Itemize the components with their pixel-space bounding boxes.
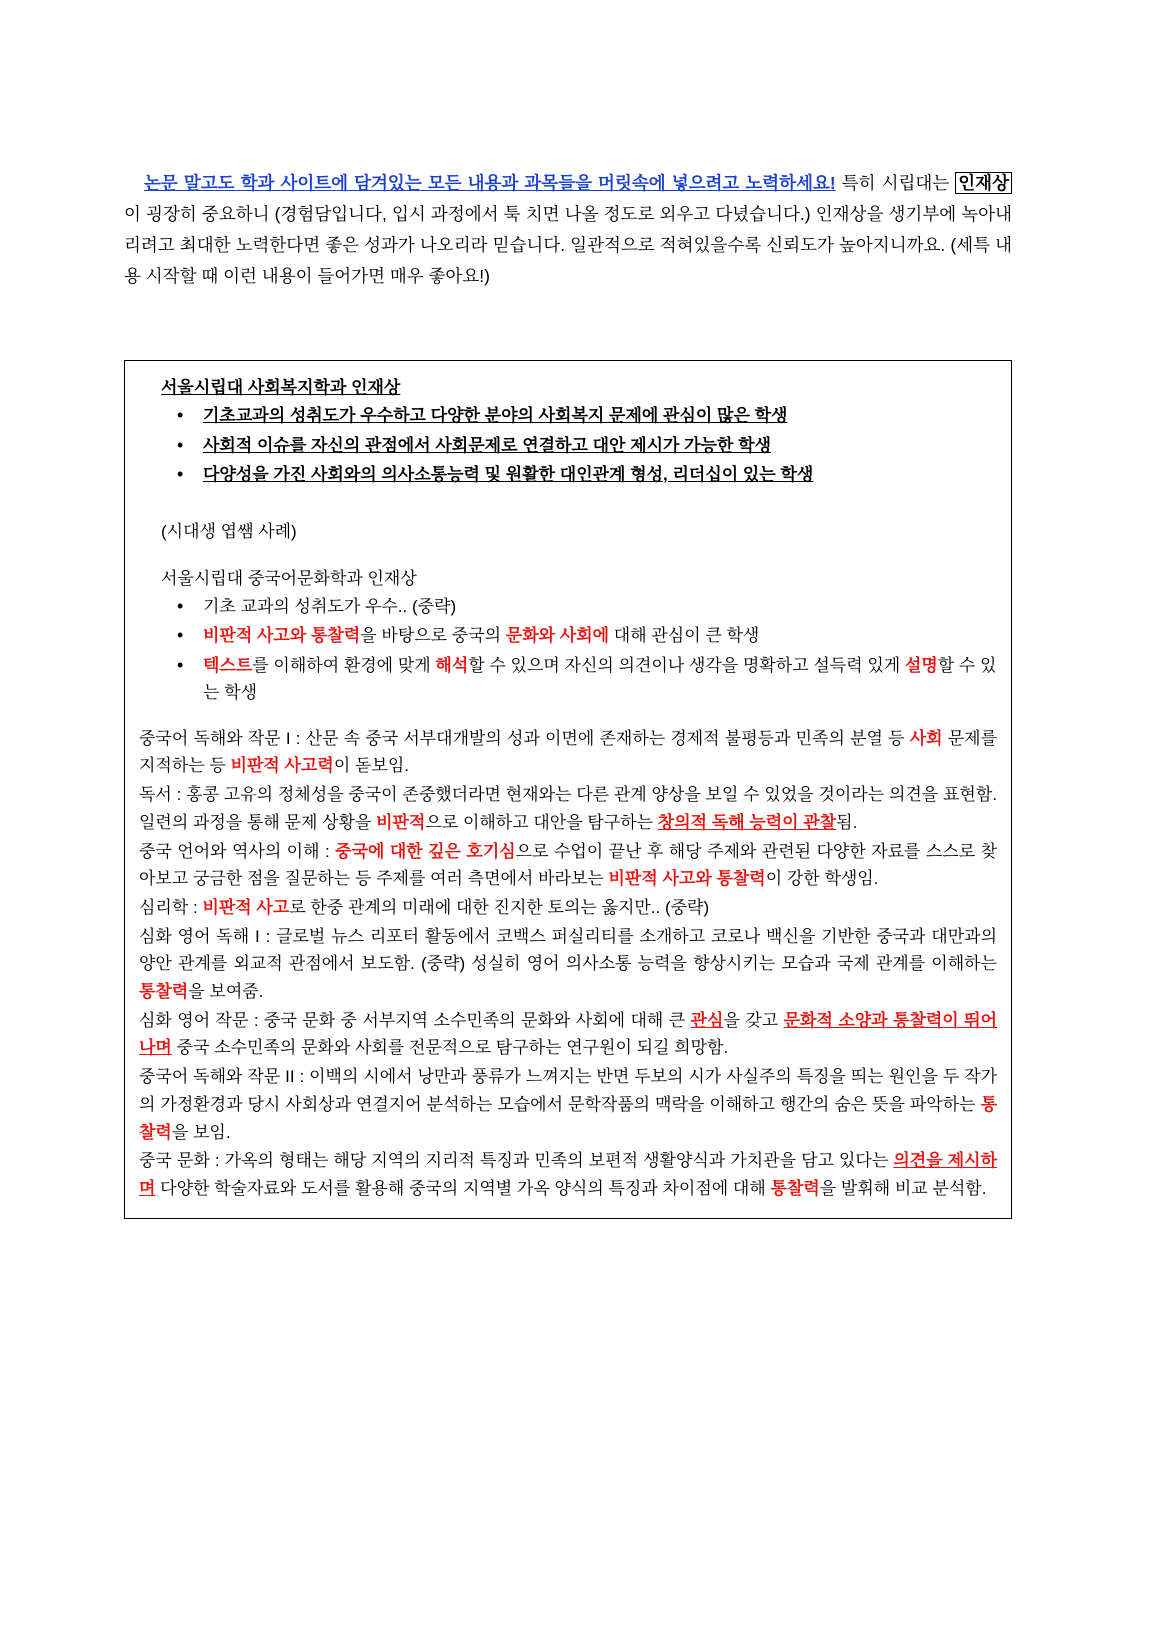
text-run: 중국어 독해와 작문 I : 산문 속 중국 서부대개발의 성과 이면에 존재하는 경제적 불평등과 민족의 분열 등 <box>139 728 910 748</box>
record-paragraph <box>139 894 997 922</box>
text-run: 심리학 : <box>139 897 203 917</box>
text-run: 비판적 사고와 통찰력 <box>608 869 766 889</box>
example-note: (시대생 엽쌤 사례) <box>161 521 297 541</box>
text-run: 로 한중 관계의 미래에 대한 진지한 토의는 옳지만.. (중략) <box>289 897 710 917</box>
section2-bullet-list <box>169 593 997 707</box>
list-item <box>203 461 997 489</box>
text-run: 중국에 대한 깊은 호기심 <box>335 841 516 861</box>
text-run: 중국어 독해와 작문 II : 이백의 시에서 낭만과 풍류가 느껴지는 반면 두보의 시가 사실주의 특징을 띄는 원인을 두 작가의 가정환경과 당시 사회상과 연결지어 분석하는 모습에서 문학작품의 맥락을 이해하고 행간의 숨은 뜻을 파악하는 <box>139 1067 997 1114</box>
record-paragraph <box>139 1007 997 1062</box>
text-run: 문화와 사회에 <box>505 626 610 646</box>
intro-after-lead: 특히 시립대는 <box>835 172 956 193</box>
text-run: 을 갖고 <box>723 1010 784 1030</box>
list-item-label: 기초교과의 성취도가 우수하고 다양한 분야의 사회복지 문제에 관심이 많은 학생 <box>203 406 788 425</box>
list-item <box>203 622 997 650</box>
text-run: 을 보여줌. <box>188 982 264 1002</box>
text-run: 관심 <box>690 1010 724 1030</box>
record-paragraph <box>139 1147 997 1202</box>
text-run: 를 이해하여 환경에 맞게 <box>252 655 436 675</box>
text-run: 할 수 있는 학생 <box>203 655 997 703</box>
list-item-label: 다양성을 가진 사회와의 의사소통능력 및 원활한 대인관계 형성, 리더십이 있는 학생 <box>203 465 814 485</box>
text-run: 중국 언어와 역사의 이해 : <box>139 841 336 861</box>
text-run: 중국 소수민족의 문화와 사회를 전문적으로 탐구하는 연구원이 되길 희망함. <box>171 1038 729 1058</box>
text-run: 이 강한 학생임. <box>765 869 879 889</box>
text-run: 을 바탕으로 중국의 <box>360 626 506 646</box>
text-run: 의견을 제시하며 <box>139 1151 997 1198</box>
text-run: 심화 영어 작문 : 중국 문화 중 서부지역 소수민족의 문화와 사회에 대해 큰 <box>139 1010 691 1030</box>
text-run: 해석 <box>435 655 469 675</box>
text-run: 통찰력 <box>770 1178 820 1198</box>
spacer <box>139 542 997 562</box>
record-paragraph <box>139 923 997 1006</box>
text-run: 비판적 사고와 통찰력 <box>203 626 361 646</box>
section1-title: 서울시립대 사회복지학과 인재상 <box>161 378 401 397</box>
section1-bullet-list <box>169 402 997 489</box>
text-run: 문제를 지적하는 등 <box>139 728 997 776</box>
text-run: 비판적 사고 <box>202 897 290 917</box>
intro-rest: 이 굉장히 중요하니 (경험담입니다, 입시 과정에서 툭 치면 나올 정도로 외우고 다녔습니다.) 인재상을 생기부에 녹아내리려고 최대한 노력한다면 좋은 성과가 나오리라 믿습니다. 일관적으로 적혀있을수록 신뢰도가 높아지니까요. (세특 내용 시작할 때 이런 내용이 들어가면 매우 좋아요!) <box>124 203 1012 286</box>
record-paragraph <box>139 838 997 893</box>
text-run: 중국 문화 : 가옥의 형태는 해당 지역의 지리적 특징과 민족의 보편적 생활양식과 가치관을 담고 있다는 <box>139 1151 894 1171</box>
text-run: 으로 이해하고 대안을 탐구하는 <box>425 812 658 832</box>
text-run: 을 보임. <box>171 1122 231 1142</box>
text-run: 텍스트 <box>203 655 253 675</box>
text-run: 사회 <box>909 728 943 748</box>
text-run: 설명 <box>904 655 938 675</box>
text-run: 문화적 소양과 통찰력이 뛰어나며 <box>139 1010 997 1058</box>
text-run: 을 발휘해 비교 분석함. <box>819 1178 987 1198</box>
text-run: 으로 수업이 끝난 후 해당 주제와 관련된 다양한 자료를 스스로 찾아보고 궁금한 점을 질문하는 등 주제를 여러 측면에서 바라보는 <box>139 841 998 889</box>
text-run: 기초 교과의 성취도가 우수.. (중략) <box>203 596 457 616</box>
text-run: 통찰력 <box>139 982 189 1002</box>
record-paragraph <box>139 781 997 836</box>
text-run: 이 돋보임. <box>333 756 409 776</box>
section2-title: 서울시립대 중국어문화학과 인재상 <box>161 568 417 588</box>
content-box <box>124 360 1012 1219</box>
list-item <box>203 432 997 460</box>
record-paragraph <box>139 725 997 780</box>
spacer <box>139 491 997 517</box>
record-paragraph <box>139 1063 997 1146</box>
intro-lead-underlined: 논문 말고도 학과 사이트에 담겨있는 모든 내용과 과목들을 머릿속에 넣으려고 노력하세요! <box>144 172 836 193</box>
intro-paragraph <box>124 168 1012 293</box>
text-run: 심화 영어 독해 I : 글로벌 뉴스 리포터 활동에서 코백스 퍼실리티를 소개하고 코로나 백신을 기반한 중국과 대만과의 양안 관계를 외교적 관점에서 보도함. (중략) 성실히 영어 의사소통 능력을 향상시키는 모습과 국제 관계를 이해하는 <box>139 926 997 974</box>
text-run: 할 수 있으며 자신의 의견이나 생각을 명확하고 설득력 있게 <box>468 655 905 675</box>
text-run: 통찰력 <box>139 1094 997 1142</box>
text-run: 독서 : 홍콩 고유의 정체성을 중국이 존중했더라면 현재와는 다른 관계 양상을 보일 수 있었을 것이라는 의견을 표현함. 일련의 과정을 통해 문제 상황을 <box>139 785 997 832</box>
boxed-term: 인재상 <box>955 172 1012 194</box>
text-run: 대해 관심이 큰 학생 <box>609 626 760 646</box>
text-run: 됨. <box>836 812 858 832</box>
subject-records <box>139 725 997 1203</box>
list-item-label: 사회적 이슈를 자신의 관점에서 사회문제로 연결하고 대안 제시가 가능한 학생 <box>203 435 772 455</box>
list-item <box>203 593 997 621</box>
text-run: 다양한 학술자료와 도서를 활용해 중국의 지역별 가옥 양식의 특징과 차이점에 대해 <box>155 1178 771 1198</box>
text-run: 창의적 독해 능력이 관찰 <box>657 812 837 832</box>
list-item <box>203 652 997 707</box>
list-item <box>203 402 997 430</box>
text-run: 비판적 <box>376 812 426 832</box>
text-run: 비판적 사고력 <box>230 756 334 776</box>
